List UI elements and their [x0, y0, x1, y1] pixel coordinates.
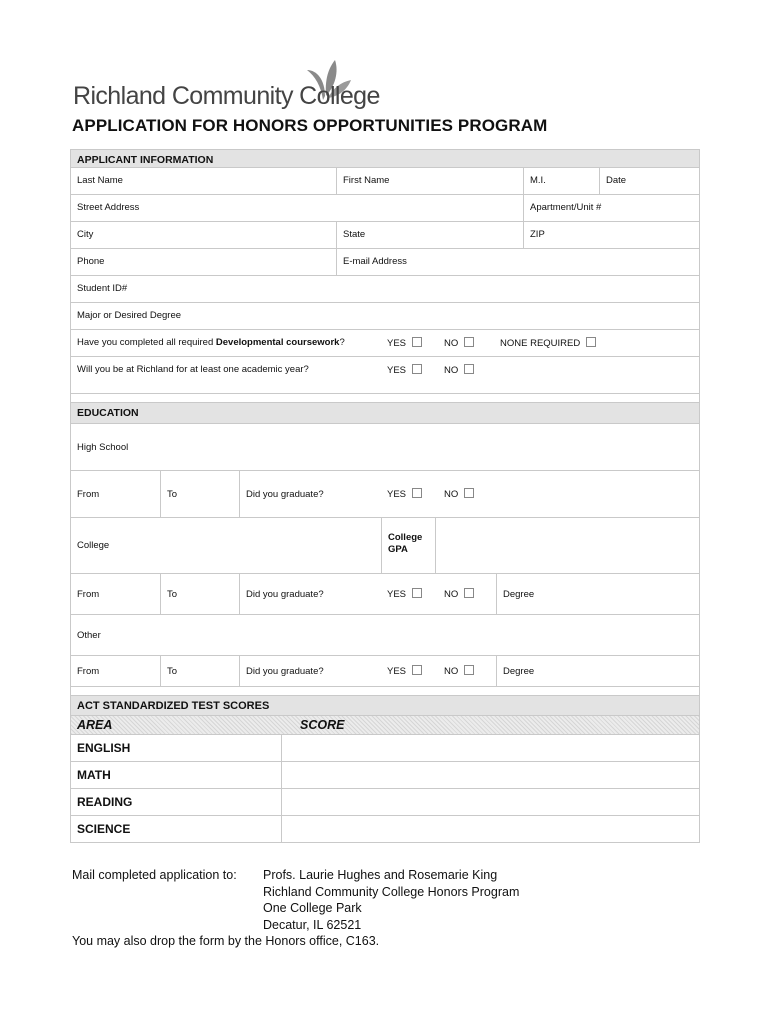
hs-dates-row [70, 471, 700, 518]
drop-off-note: You may also drop the form by the Honors office, C163. [72, 934, 380, 948]
act-score-reading[interactable] [282, 789, 699, 815]
other-row [70, 615, 700, 656]
college-logo [73, 56, 380, 112]
college-yes-checkbox[interactable] [412, 588, 422, 598]
date-label: Date [606, 175, 627, 186]
college-graduate-text: Did you graduate? [246, 588, 324, 600]
hs-yes-checkbox[interactable] [412, 488, 422, 498]
phone-field[interactable] [71, 249, 337, 275]
other-dates-row [70, 656, 700, 687]
dev-yes-label: YES [387, 338, 407, 349]
dev-yes-option[interactable] [387, 337, 422, 349]
address-line-2: Richland Community College Honors Program [263, 884, 520, 899]
student-id-field[interactable] [71, 276, 699, 302]
address-line-1: Profs. Laurie Hughes and Rosemarie King [263, 868, 498, 882]
act-area-english: ENGLISH [71, 735, 282, 761]
phone-label: Phone [77, 256, 105, 267]
education-section-header [70, 403, 700, 424]
first-name-label: First Name [343, 175, 390, 186]
other-school-field[interactable] [71, 615, 699, 655]
other-yes-label: YES [387, 666, 407, 677]
college-name: Richland Community College [73, 82, 380, 110]
form-title: APPLICATION FOR HONORS OPPORTUNITIES PROGRAM [72, 116, 548, 135]
dev-no-checkbox[interactable] [464, 337, 474, 347]
mailing-address [263, 867, 519, 933]
developmental-row [70, 330, 700, 357]
mail-label: Mail completed application to: [72, 868, 237, 882]
other-label: Other [77, 629, 101, 641]
academic-year-row [70, 357, 700, 394]
college-yes-label: YES [387, 589, 407, 600]
student-id-label: Student ID# [77, 283, 128, 294]
street-address-label: Street Address [77, 202, 140, 213]
college-row [70, 518, 700, 574]
hs-yes-label: YES [387, 489, 407, 500]
act-area-math: MATH [71, 762, 282, 788]
act-area-reading: READING [71, 789, 282, 815]
other-no-checkbox[interactable] [464, 665, 474, 675]
last-name-field[interactable] [71, 168, 337, 194]
college-to-field[interactable] [161, 574, 240, 614]
section-spacer [70, 394, 700, 403]
dev-none-checkbox[interactable] [586, 337, 596, 347]
high-school-row [70, 424, 700, 471]
email-label: E-mail Address [343, 256, 407, 267]
city-row [70, 222, 700, 249]
dev-question-text: Have you completed all required [77, 337, 216, 348]
apartment-label: Apartment/Unit # [530, 202, 602, 213]
hs-no-option[interactable] [444, 488, 474, 500]
other-graduate-question [240, 656, 497, 686]
mi-label: M.I. [530, 175, 546, 186]
year-no-option[interactable] [444, 364, 474, 376]
address-row [70, 195, 700, 222]
other-degree-label: Degree [503, 665, 535, 677]
street-address-field[interactable] [71, 195, 524, 221]
dev-no-option[interactable] [444, 337, 474, 349]
act-table-header [70, 716, 700, 735]
state-label: State [343, 229, 366, 240]
college-graduate-question [240, 574, 497, 614]
address-line-4: Decatur, IL 62521 [263, 917, 362, 932]
act-area-science: SCIENCE [71, 816, 282, 842]
hs-no-checkbox[interactable] [464, 488, 474, 498]
other-from-label: From [77, 665, 100, 677]
contact-row [70, 249, 700, 276]
other-to-label: To [167, 665, 178, 677]
year-no-label: NO [444, 365, 459, 376]
hs-to-label: To [167, 488, 178, 500]
hs-to-field[interactable] [161, 471, 240, 517]
hs-from-label: From [77, 488, 100, 500]
college-yes-option[interactable] [387, 588, 422, 600]
dev-none-label: NONE REQUIRED [500, 338, 581, 349]
act-section-header [70, 696, 700, 716]
other-yes-option[interactable] [387, 665, 422, 677]
area-column-header: AREA [77, 718, 113, 732]
act-row-math [70, 762, 700, 789]
college-to-label: To [167, 588, 178, 600]
major-label: Major or Desired Degree [77, 310, 182, 321]
city-label: City [77, 229, 94, 240]
zip-label: ZIP [530, 229, 545, 240]
high-school-field[interactable] [71, 424, 699, 470]
education-section-title: EDUCATION [77, 407, 139, 419]
first-name-field[interactable] [337, 168, 524, 194]
college-degree-field[interactable] [497, 574, 699, 614]
other-no-label: NO [444, 666, 459, 677]
act-row-english [70, 735, 700, 762]
score-column-header: SCORE [300, 718, 345, 732]
application-form [70, 149, 700, 843]
other-to-field[interactable] [161, 656, 240, 686]
mi-field[interactable] [524, 168, 600, 194]
major-row [70, 303, 700, 330]
dev-yes-checkbox[interactable] [412, 337, 422, 347]
developmental-question [71, 330, 699, 356]
college-degree-label: Degree [503, 588, 535, 600]
hs-no-label: NO [444, 489, 459, 500]
other-yes-checkbox[interactable] [412, 665, 422, 675]
year-yes-label: YES [387, 365, 407, 376]
dev-question-bold: Developmental coursework [215, 337, 340, 348]
year-yes-option[interactable] [387, 364, 422, 376]
dev-question-suffix: ? [339, 337, 345, 348]
hs-graduate-text: Did you graduate? [246, 488, 324, 500]
act-score-math[interactable] [282, 762, 699, 788]
college-no-label: NO [444, 589, 459, 600]
college-gpa-value[interactable] [436, 518, 699, 573]
applicant-section-header [70, 149, 700, 168]
apartment-field[interactable] [524, 195, 699, 221]
college-gpa-field[interactable] [382, 518, 436, 573]
dev-no-label: NO [444, 338, 459, 349]
high-school-label: High School [77, 441, 129, 453]
other-graduate-text: Did you graduate? [246, 665, 324, 677]
year-yes-checkbox[interactable] [412, 364, 422, 374]
zip-field[interactable] [524, 222, 699, 248]
address-line-3: One College Park [263, 901, 362, 915]
other-no-option[interactable] [444, 665, 474, 677]
year-no-checkbox[interactable] [464, 364, 474, 374]
hs-yes-option[interactable] [387, 488, 422, 500]
college-dates-row [70, 574, 700, 615]
college-label: College [77, 540, 110, 551]
act-row-reading [70, 789, 700, 816]
email-field[interactable] [337, 249, 699, 275]
state-field[interactable] [337, 222, 524, 248]
applicant-section-title: APPLICANT INFORMATION [77, 154, 214, 166]
college-from-label: From [77, 588, 100, 600]
last-name-label: Last Name [77, 175, 123, 186]
act-score-english[interactable] [282, 735, 699, 761]
date-field[interactable] [600, 168, 699, 194]
city-field[interactable] [71, 222, 337, 248]
college-no-option[interactable] [444, 588, 474, 600]
act-section-title: ACT STANDARDIZED TEST SCORES [77, 700, 270, 712]
college-field[interactable] [71, 518, 382, 573]
hs-graduate-question [240, 471, 699, 517]
college-from-field[interactable] [71, 574, 161, 614]
act-row-science [70, 816, 700, 843]
other-from-field[interactable] [71, 656, 161, 686]
college-no-checkbox[interactable] [464, 588, 474, 598]
section-spacer [70, 687, 700, 696]
college-gpa-label: College GPA [388, 532, 423, 555]
dev-none-option[interactable] [500, 337, 596, 349]
year-question-text: Will you be at Richland for at least one academic year? [77, 364, 309, 375]
major-field[interactable] [71, 303, 699, 329]
hs-from-field[interactable] [71, 471, 161, 517]
other-degree-field[interactable] [497, 656, 699, 686]
student-id-row [70, 276, 700, 303]
academic-year-question [71, 357, 699, 393]
act-score-science[interactable] [282, 816, 699, 842]
name-row [70, 168, 700, 195]
